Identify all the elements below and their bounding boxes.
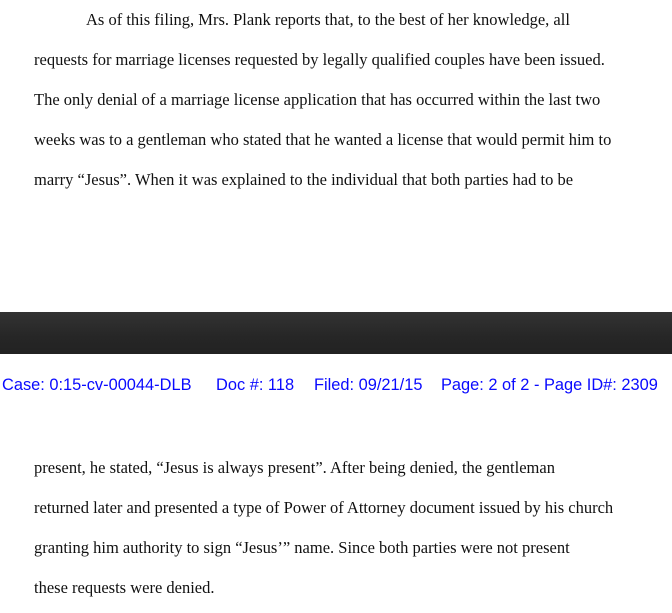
paragraph-line: The only denial of a marriage license application that has occurred within the last two [34, 90, 601, 109]
paragraph-line: As of this filing, Mrs. Plank reports that, to the best of her knowledge, all [86, 10, 570, 29]
paragraph-line: these requests were denied. [34, 578, 215, 597]
document-number: Doc #: 118 [216, 376, 295, 394]
paragraph-line: weeks was to a gentleman who stated that he wanted a license that would permit him to [34, 130, 612, 149]
paragraph-line: present, he stated, “Jesus is always present”. After being denied, the gentleman [34, 458, 555, 477]
paragraph-line: marry “Jesus”. When it was explained to the individual that both parties had to be [34, 170, 574, 189]
page-2-top-section [0, 400, 672, 613]
paragraph-line: returned later and presented a type of Power of Attorney document issued by his church [34, 498, 614, 517]
case-number: Case: 0:15-cv-00044-DLB [2, 376, 192, 394]
paragraph-line: requests for marriage licenses requested by legally qualified couples have been issued. [34, 50, 605, 69]
page-indicator: Page: 2 of 2 - Page ID#: 2309 [441, 376, 658, 394]
paragraph-line: granting him authority to sign “Jesus’” name. Since both parties were not present [34, 538, 570, 557]
page-separator [0, 312, 672, 354]
filed-date: Filed: 09/21/15 [314, 376, 423, 394]
